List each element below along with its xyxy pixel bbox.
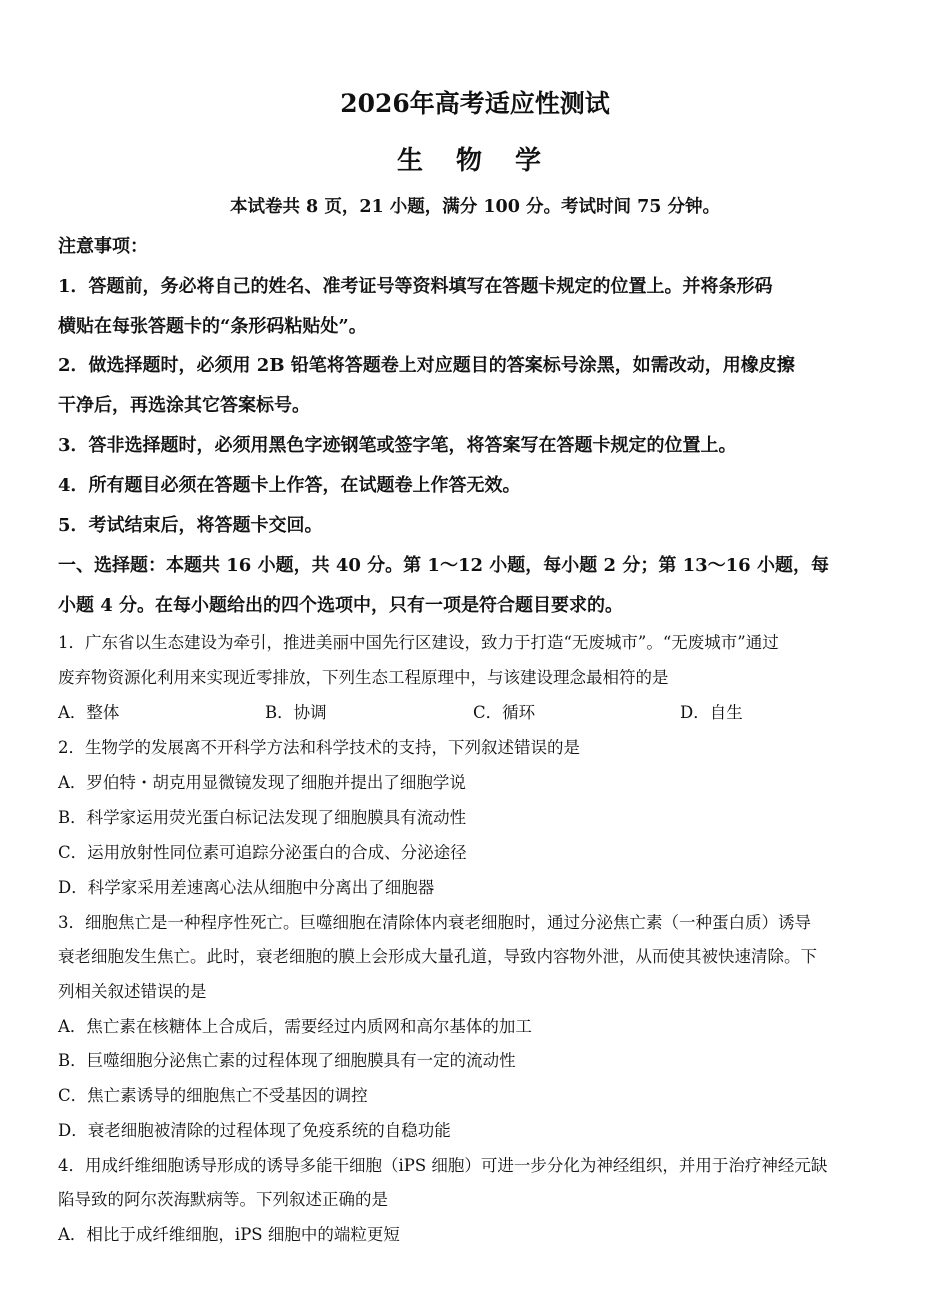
option-d: D．自生 [680, 703, 743, 722]
question-4-stem: 4．用成纤维细胞诱导形成的诱导多能干细胞（iPS 细胞）可进一步分化为神经组织，并用于治疗神经元缺 [58, 1156, 828, 1175]
question-3-stem: 3．细胞焦亡是一种程序性死亡。巨噬细胞在清除体内衰老细胞时，通过分泌焦亡素（一种蛋白质）诱导 [58, 913, 811, 932]
note-line: 2．做选择题时，必须用 2B 铅笔将答题卷上对应题目的答案标号涂黑，如需改动，用橡皮擦 [58, 355, 795, 376]
question-2-stem: 2．生物学的发展离不开科学方法和科学技术的支持，下列叙述错误的是 [58, 738, 580, 757]
subject-title: 生 物 学 [396, 146, 554, 176]
question-4-stem: 陷导致的阿尔茨海默病等。下列叙述正确的是 [58, 1190, 388, 1209]
note-line: 1．答题前，务必将自己的姓名、准考证号等资料填写在答题卡规定的位置上。并将条形码 [58, 276, 773, 297]
option-c: C．运用放射性同位素可追踪分泌蛋白的合成、分泌途径 [58, 843, 467, 862]
notes-heading: 注意事项： [58, 236, 148, 257]
question-1-options [58, 699, 918, 725]
note-line: 5．考试结束后，将答题卡交回。 [58, 515, 323, 536]
option-b: B．科学家运用荧光蛋白标记法发现了细胞膜具有流动性 [58, 808, 467, 827]
option-b: B．巨噬细胞分泌焦亡素的过程体现了细胞膜具有一定的流动性 [58, 1051, 516, 1070]
option-a: A．罗伯特・胡克用显微镜发现了细胞并提出了细胞学说 [58, 773, 466, 792]
exam-title: 2026年高考适应性测试 [340, 89, 610, 118]
note-line: 干净后，再选涂其它答案标号。 [58, 395, 310, 416]
question-1-stem: 废弃物资源化利用来实现近零排放，下列生态工程原理中，与该建设理念最相符的是 [58, 668, 669, 687]
option-a: A．相比于成纤维细胞，iPS 细胞中的端粒更短 [58, 1225, 400, 1244]
option-a: A．焦亡素在核糖体上合成后，需要经过内质网和高尔基体的加工 [58, 1017, 532, 1036]
section-heading: 一、选择题：本题共 16 小题，共 40 分。第 1～12 小题，每小题 2 分；第 13～16 小题，每 [58, 555, 829, 576]
section-heading: 小题 4 分。在每小题给出的四个选项中，只有一项是符合题目要求的。 [58, 595, 624, 616]
note-line: 3．答非选择题时，必须用黑色字迹钢笔或签字笔，将答案写在答题卡规定的位置上。 [58, 435, 737, 456]
option-b: B．协调 [265, 703, 327, 722]
option-a: A．整体 [58, 703, 120, 722]
question-3-stem: 衰老细胞发生焦亡。此时，衰老细胞的膜上会形成大量孔道，导致内容物外泄，从而使其被快速清除。下 [58, 947, 817, 966]
exam-info: 本试卷共 8 页，21 小题，满分 100 分。考试时间 75 分钟。 [229, 197, 721, 217]
option-d: D．科学家采用差速离心法从细胞中分离出了细胞器 [58, 878, 435, 897]
option-c: C．循环 [473, 703, 536, 722]
option-c: C．焦亡素诱导的细胞焦亡不受基因的调控 [58, 1086, 368, 1105]
option-d: D．衰老细胞被清除的过程体现了免疫系统的自稳功能 [58, 1121, 451, 1140]
question-1-stem: 1．广东省以生态建设为牵引，推进美丽中国先行区建设，致力于打造“无废城市”。“无废城市”通过 [58, 633, 779, 652]
question-3-stem: 列相关叙述错误的是 [58, 982, 207, 1001]
note-line: 横贴在每张答题卡的“条形码粘贴处”。 [58, 316, 367, 337]
note-line: 4．所有题目必须在答题卡上作答，在试题卷上作答无效。 [58, 475, 521, 496]
